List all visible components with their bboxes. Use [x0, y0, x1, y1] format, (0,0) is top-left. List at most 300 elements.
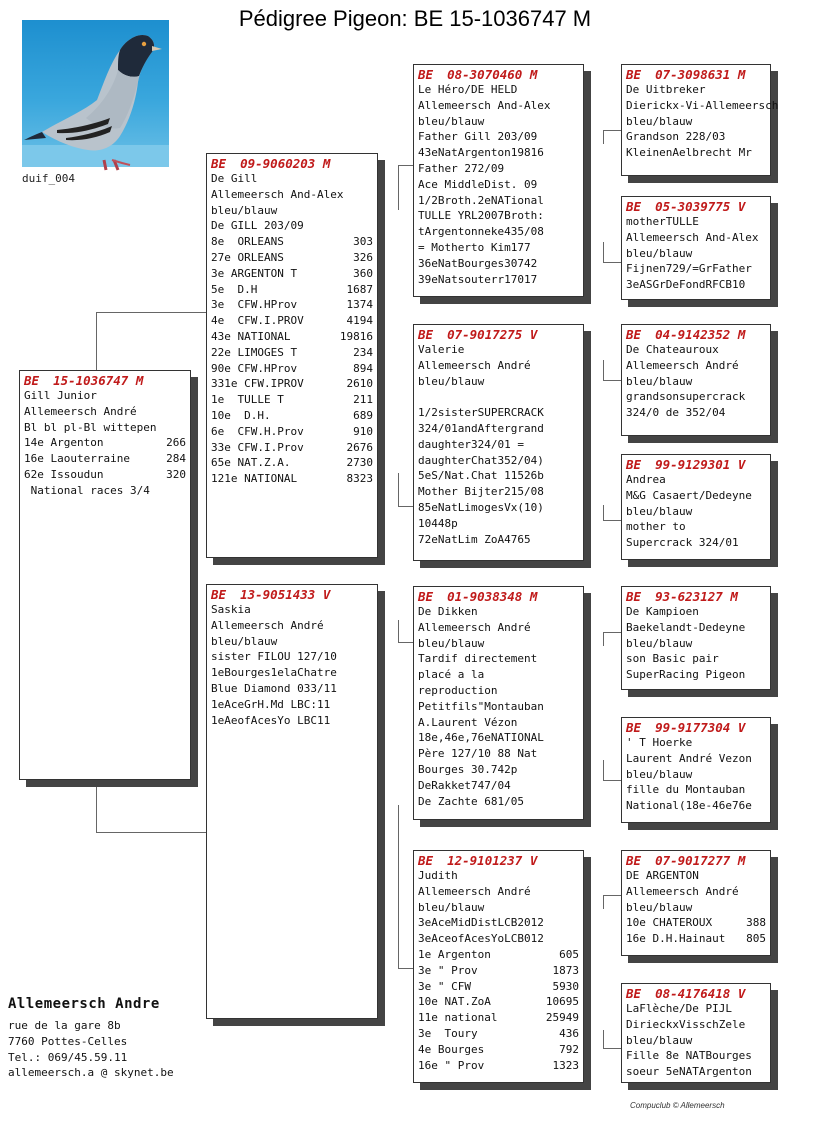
detail-line: [211, 602, 373, 618]
connector-line: [398, 642, 414, 643]
detail-line: [418, 516, 579, 532]
ring-id: 09-9060203 M: [240, 156, 331, 171]
detail-text: = Motherto Kim177: [418, 240, 531, 254]
detail-line: [626, 1048, 766, 1064]
result-race: 3e ARGENTON T: [211, 266, 298, 280]
connector-line: [603, 380, 622, 381]
result-race: 8e ORLEANS: [211, 235, 284, 249]
country-code: BE: [211, 587, 227, 602]
detail-text: Allemeersch And-Alex: [626, 230, 759, 244]
ring-id: 05-3039775 V: [655, 199, 746, 214]
detail-text: 18e,46e,76eNATIONAL: [418, 731, 544, 745]
detail-line: [626, 1017, 766, 1033]
connector-line: [603, 262, 622, 263]
pedigree-box-sdd: [621, 454, 771, 560]
pedigree-box-ssd: [621, 196, 771, 300]
detail-text: bleu/blauw: [626, 374, 693, 388]
detail-line: [418, 358, 579, 374]
detail-line: [626, 798, 766, 814]
detail-text: 10448p: [418, 516, 458, 530]
result-race: 331e CFW.IPROV: [211, 377, 304, 391]
owner-name: Allemeersch Andre: [8, 996, 160, 1012]
detail-text: Dierickx-Vi-Allemeersch: [626, 98, 779, 112]
detail-line: [626, 782, 766, 798]
result-count: 894: [353, 361, 373, 375]
connector-line: [96, 312, 97, 370]
detail-line: [211, 313, 373, 329]
connector-line: [603, 1030, 604, 1048]
detail-line: [626, 342, 766, 358]
detail-line: [626, 519, 766, 535]
detail-text: De Kampioen: [626, 605, 699, 618]
detail-line: [418, 1010, 579, 1026]
result-count: 2610: [346, 377, 373, 391]
pedigree-box-dsd: [621, 717, 771, 823]
result-race: 121e NATIONAL: [211, 472, 298, 486]
detail-line: [418, 532, 579, 548]
detail-text: fille du Montauban: [626, 783, 746, 797]
detail-line: [418, 762, 579, 778]
detail-text: 1eBourges1elaChatre: [211, 666, 337, 680]
connector-line: [398, 620, 399, 642]
detail-text: De Gill: [211, 172, 258, 185]
detail-line: [211, 282, 373, 298]
result-race: 43e NATIONAL: [211, 329, 291, 343]
ring-number: [626, 853, 766, 868]
detail-text: Father Gill 203/09: [418, 130, 538, 144]
bird-details: [211, 171, 373, 487]
detail-text: KleinenAelbrecht Mr: [626, 146, 752, 160]
detail-line: [211, 250, 373, 266]
detail-line: [418, 224, 579, 240]
detail-text: bleu/blauw: [418, 900, 485, 914]
detail-text: placé a la: [418, 668, 485, 682]
detail-line: [626, 114, 766, 130]
detail-line: [418, 794, 579, 810]
detail-line: [626, 620, 766, 636]
detail-line: [626, 98, 779, 114]
bird-details: [626, 82, 779, 161]
result-count: 1687: [346, 282, 373, 296]
detail-text: De Zachte 681/05: [418, 794, 524, 808]
detail-text: bleu/blauw: [626, 767, 693, 781]
bird-details: [626, 342, 766, 421]
detail-text: Judith: [418, 869, 458, 882]
ring-number: [626, 457, 766, 472]
detail-text: Allemeersch And-Alex: [418, 98, 551, 112]
detail-line: [418, 604, 579, 620]
result-race: 4e Bourges: [418, 1042, 485, 1056]
detail-line: [211, 665, 373, 681]
result-count: 8323: [346, 472, 373, 486]
pedigree-box-sire: [206, 153, 378, 558]
detail-line: [626, 488, 766, 504]
detail-text: Grandson 228/03: [626, 130, 726, 144]
result-count: 326: [353, 250, 373, 264]
connector-line: [603, 520, 622, 521]
ring-number: [626, 67, 766, 82]
bird-details: [626, 604, 766, 683]
detail-line: [626, 667, 766, 683]
result-count: 5930: [552, 979, 579, 993]
detail-text: Allemeersch And-Alex: [211, 187, 344, 201]
detail-line: [418, 1042, 579, 1058]
result-count: 910: [353, 424, 373, 438]
result-race: 62e Issoudun: [24, 467, 104, 481]
detail-text: A.Laurent Vézon: [418, 715, 518, 729]
bird-details: [418, 82, 579, 287]
detail-line: [418, 389, 579, 405]
detail-text: Allemeersch André: [418, 884, 531, 898]
detail-line: [626, 767, 766, 783]
detail-text: Père 127/10 88 Nat: [418, 747, 538, 761]
result-count: 4194: [346, 314, 373, 328]
detail-text: bleu/blauw: [626, 1033, 693, 1047]
detail-text: De Dikken: [418, 605, 478, 618]
detail-line: [418, 161, 579, 177]
owner-address: [8, 1018, 174, 1081]
detail-text: Allemeersch André: [418, 358, 531, 372]
detail-text: LaFlèche/De PIJL: [626, 1002, 732, 1015]
detail-text: DeRakket747/04: [418, 778, 511, 792]
connector-line: [398, 805, 399, 968]
footer-credit: Compuclub © Allemeersch: [630, 1101, 725, 1110]
result-race: 1e Argenton: [418, 947, 491, 961]
result-count: 689: [353, 408, 373, 422]
detail-line: [418, 947, 579, 963]
detail-text: daughterChat352/04): [418, 453, 544, 467]
ring-number: [211, 156, 373, 171]
detail-text: tArgentonneke435/08: [418, 225, 544, 239]
detail-line: [211, 266, 373, 282]
result-race: 3e " CFW: [418, 979, 471, 993]
detail-text: Allemeersch André: [418, 620, 531, 634]
detail-line: [418, 437, 579, 453]
detail-line: [626, 145, 766, 161]
detail-text: 39eNatsouterr17017: [418, 272, 538, 286]
detail-line: [626, 389, 766, 405]
detail-line: [418, 208, 579, 224]
ring-id: 07-3098631 M: [655, 67, 746, 82]
detail-text: ' T Hoerke: [626, 736, 693, 749]
ring-id: 04-9142352 M: [655, 327, 746, 342]
ring-id: 07-9017277 M: [655, 853, 746, 868]
detail-line: [418, 994, 579, 1010]
result-race: 10e NAT.ZoA: [418, 995, 491, 1009]
detail-line: [418, 778, 579, 794]
detail-line: [24, 451, 186, 467]
address-line: Tel.: 069/45.59.11: [8, 1050, 128, 1064]
detail-text: bleu/blauw: [626, 114, 693, 128]
result-count: 436: [559, 1026, 579, 1040]
ring-id: 01-9038348 M: [447, 589, 538, 604]
bird-details: [418, 342, 579, 547]
bird-details: [626, 472, 766, 551]
connector-line: [603, 1048, 622, 1049]
detail-line: [418, 256, 579, 272]
ring-id: 12-9101237 V: [447, 853, 538, 868]
ring-id: 08-4176418 V: [655, 986, 746, 1001]
detail-text: 324/01andAftergrand: [418, 421, 544, 435]
detail-line: [626, 751, 766, 767]
owner-info: [8, 996, 174, 1081]
detail-text: 5eS/Nat.Chat 11526b: [418, 469, 544, 483]
result-count: 2730: [346, 456, 373, 470]
detail-text: National(18e-46e76e: [626, 799, 752, 813]
ring-number: [418, 67, 579, 82]
detail-text: 85eNatLimogesVx(10): [418, 500, 544, 514]
detail-text: 43eNatArgenton19816: [418, 146, 544, 160]
detail-line: [626, 604, 766, 620]
detail-line: [211, 297, 373, 313]
detail-text: Bl bl pl-Bl wittepen: [24, 420, 157, 434]
detail-line: [211, 187, 373, 203]
detail-line: [626, 358, 766, 374]
detail-text: Father 272/09: [418, 161, 505, 175]
detail-line: [211, 713, 373, 729]
detail-line: [418, 468, 579, 484]
connector-line: [96, 832, 208, 833]
detail-text: soeur 5eNATArgenton: [626, 1065, 752, 1079]
result-count: 284: [166, 452, 186, 466]
detail-line: [626, 246, 766, 262]
result-count: 792: [559, 1042, 579, 1056]
result-count: 211: [353, 393, 373, 407]
detail-text: Allemeersch André: [626, 884, 739, 898]
pedigree-box-dam: [206, 584, 378, 1019]
ring-id: 07-9017275 V: [447, 327, 538, 342]
bird-details: [626, 868, 766, 947]
country-code: BE: [626, 327, 642, 342]
result-count: 805: [746, 932, 766, 946]
country-code: BE: [626, 457, 642, 472]
detail-text: Supercrack 324/01: [626, 536, 739, 550]
detail-text: bleu/blauw: [418, 636, 485, 650]
pedigree-box-dam-sire: [413, 586, 584, 820]
detail-text: Blue Diamond 033/11: [211, 681, 337, 695]
detail-text: 1eAceGrH.Md LBC:11: [211, 697, 331, 711]
detail-line: [24, 404, 186, 420]
detail-text: sister FILOU 127/10: [211, 650, 337, 664]
result-race: 10e CHATEROUX: [626, 916, 713, 930]
detail-line: [418, 683, 579, 699]
country-code: BE: [211, 156, 227, 171]
result-count: 303: [353, 235, 373, 249]
ring-id: 13-9051433 V: [240, 587, 331, 602]
bird-details: [626, 1001, 766, 1080]
connector-line: [603, 780, 622, 781]
detail-line: [626, 884, 766, 900]
ring-id: 99-9129301 V: [655, 457, 746, 472]
result-count: 266: [166, 436, 186, 450]
detail-text: 324/0 de 352/04: [626, 406, 726, 420]
detail-text: bleu/blauw: [626, 246, 693, 260]
detail-text: bleu/blauw: [211, 203, 278, 217]
detail-line: [626, 735, 766, 751]
detail-line: [418, 979, 579, 995]
detail-line: [626, 82, 766, 98]
detail-line: [418, 500, 579, 516]
detail-line: [24, 435, 186, 451]
address-line: allemeersch.a @ skynet.be: [8, 1066, 174, 1080]
detail-text: Saskia: [211, 603, 251, 616]
detail-line: [418, 699, 579, 715]
detail-line: [418, 145, 579, 161]
result-count: 360: [353, 266, 373, 280]
address-line: rue de la gare 8b: [8, 1019, 121, 1032]
ring-number: [626, 986, 766, 1001]
detail-text: 72eNatLim ZoA4765: [418, 532, 531, 546]
detail-text: mother to: [626, 520, 686, 534]
detail-line: [418, 884, 579, 900]
result-count: 605: [559, 947, 579, 961]
detail-line: [418, 963, 579, 979]
ring-id: 15-1036747 M: [53, 373, 144, 388]
result-race: 16e " Prov: [418, 1058, 485, 1072]
connector-line: [398, 473, 399, 506]
detail-line: [418, 98, 579, 114]
detail-text: SuperRacing Pigeon: [626, 668, 746, 682]
detail-text: Valerie: [418, 343, 465, 356]
result-count: 25949: [545, 1011, 579, 1025]
detail-line: [211, 649, 373, 665]
detail-line: [418, 868, 579, 884]
pedigree-box-sire-sire: [413, 64, 584, 297]
result-count: 10695: [545, 995, 579, 1009]
result-race: 27e ORLEANS: [211, 250, 284, 264]
detail-text: Petitfils"Montauban: [418, 699, 544, 713]
detail-text: Baekelandt-Dedeyne: [626, 620, 746, 634]
detail-line: [626, 374, 766, 390]
detail-line: [418, 730, 579, 746]
detail-text: De Uitbreker: [626, 83, 706, 96]
detail-text: bleu/blauw: [626, 900, 693, 914]
detail-line: [211, 618, 373, 634]
detail-line: [626, 405, 766, 421]
result-race: 10e D.H.: [211, 408, 271, 422]
detail-line: [418, 651, 579, 667]
detail-line: [211, 455, 373, 471]
detail-line: [211, 392, 373, 408]
detail-text: Mother Bijter215/08: [418, 485, 544, 499]
result-race: 33e CFW.I.Prov: [211, 440, 304, 454]
detail-text: son Basic pair: [626, 652, 719, 666]
detail-line: [24, 388, 186, 404]
detail-text: Andrea: [626, 473, 666, 486]
detail-text: Allemeersch André: [24, 404, 137, 418]
detail-line: [626, 261, 766, 277]
result-race: 22e LIMOGES T: [211, 345, 298, 359]
detail-line: [211, 424, 373, 440]
detail-text: bleu/blauw: [418, 374, 485, 388]
detail-text: Fijnen729/=GrFather: [626, 262, 752, 276]
detail-line: [626, 651, 766, 667]
detail-line: [24, 420, 186, 436]
result-count: 320: [166, 467, 186, 481]
result-race: 16e Laouterraine: [24, 452, 130, 466]
detail-text: daughter324/01 =: [418, 437, 524, 451]
ring-number: [626, 589, 766, 604]
detail-text: 1/2Broth.2eNATional: [418, 193, 544, 207]
detail-line: [418, 421, 579, 437]
ring-number: [626, 720, 766, 735]
detail-line: [418, 177, 579, 193]
detail-text: 1eAeofAcesYo LBC11: [211, 713, 331, 727]
detail-text: 3eAceofAcesYoLCB012: [418, 932, 544, 946]
country-code: BE: [626, 986, 642, 1001]
detail-text: bleu/blauw: [418, 114, 485, 128]
ring-number: [626, 199, 766, 214]
pedigree-box-sire-dam: [413, 324, 584, 561]
detail-line: [418, 114, 579, 130]
result-race: 6e CFW.H.Prov: [211, 424, 304, 438]
detail-line: [211, 234, 373, 250]
detail-text: bleu/blauw: [211, 634, 278, 648]
detail-text: 1/2sisterSUPERCRACK: [418, 406, 544, 420]
detail-line: [626, 504, 766, 520]
pedigree-box-subject: [19, 370, 191, 780]
detail-text: Le Héro/DE HELD: [418, 83, 518, 96]
detail-line: [211, 218, 373, 234]
detail-line: [418, 484, 579, 500]
detail-line: [418, 715, 579, 731]
result-race: 3e " Prov: [418, 963, 478, 977]
detail-text: De Chateauroux: [626, 343, 719, 356]
pedigree-box-dam-dam: [413, 850, 584, 1083]
country-code: BE: [626, 853, 642, 868]
detail-text: Laurent André Vezon: [626, 751, 752, 765]
detail-line: [24, 483, 186, 499]
address-line: 7760 Pottes-Celles: [8, 1034, 128, 1048]
connector-line: [603, 895, 604, 909]
country-code: BE: [418, 327, 434, 342]
detail-line: [211, 681, 373, 697]
result-race: 90e CFW.HProv: [211, 361, 298, 375]
result-race: 3e CFW.HProv: [211, 298, 298, 312]
detail-line: [626, 915, 766, 931]
detail-line: [418, 931, 579, 947]
result-count: 19816: [339, 329, 373, 343]
detail-line: [211, 634, 373, 650]
detail-line: [418, 620, 579, 636]
result-race: 5e D.H: [211, 282, 258, 296]
detail-text: bleu/blauw: [626, 636, 693, 650]
result-race: 4e CFW.I.PROV: [211, 314, 304, 328]
detail-line: [626, 931, 766, 947]
ring-number: [418, 327, 579, 342]
result-count: 1374: [346, 298, 373, 312]
detail-line: [418, 129, 579, 145]
ring-id: 93-623127 M: [655, 589, 738, 604]
bird-details: [211, 602, 373, 728]
detail-line: [418, 82, 579, 98]
country-code: BE: [626, 199, 642, 214]
detail-text: M&G Casaert/Dedeyne: [626, 488, 752, 502]
detail-line: [626, 868, 766, 884]
detail-line: [211, 203, 373, 219]
photo-caption: duif_004: [22, 172, 75, 185]
detail-line: [418, 453, 579, 469]
detail-line: [211, 440, 373, 456]
detail-text: Bourges 30.742p: [418, 762, 518, 776]
connector-line: [603, 895, 622, 896]
detail-line: [626, 277, 766, 293]
pigeon-icon: [22, 20, 169, 167]
result-count: 234: [353, 345, 373, 359]
ring-id: 08-3070460 M: [447, 67, 538, 82]
ring-number: [211, 587, 373, 602]
detail-text: Ace MiddleDist. 09: [418, 177, 538, 191]
